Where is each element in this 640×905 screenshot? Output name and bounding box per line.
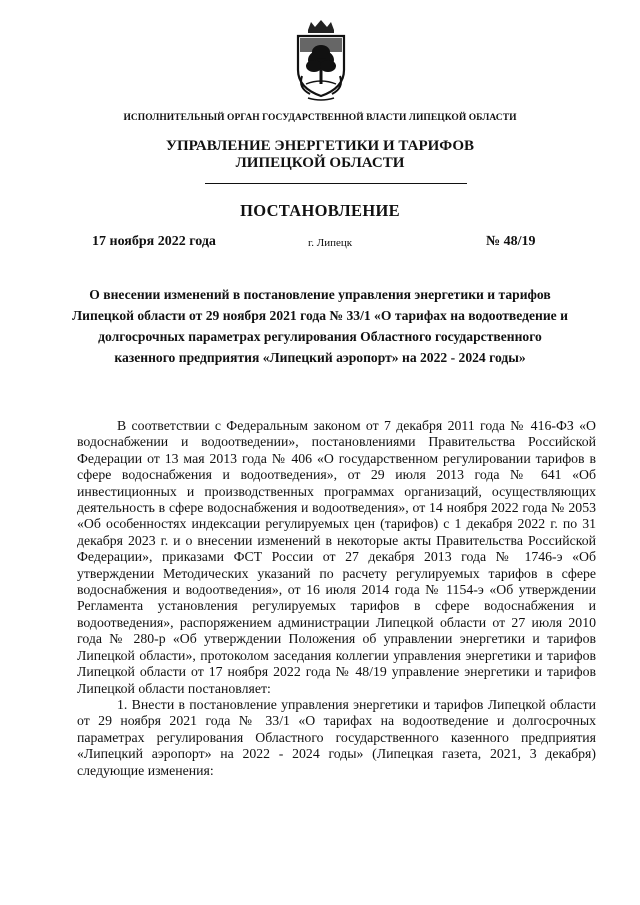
department-name — [0, 138, 640, 172]
department-name-line2: ЛИПЕЦКОЙ ОБЛАСТИ — [235, 155, 405, 171]
document-number: № 48/19 — [486, 234, 536, 249]
document-date: 17 ноября 2022 года — [92, 234, 216, 249]
crown — [308, 20, 334, 33]
issuing-authority-line: ИСПОЛНИТЕЛЬНЫЙ ОРГАН ГОСУДАРСТВЕННОЙ ВЛАСТИ ЛИПЕЦКОЙ ОБЛАСТИ — [123, 113, 517, 123]
body-paragraph-preamble: В соответствии с Федеральным законом от 7 декабря 2011 года № 416-ФЗ «О водоснабжении и водоотведении», постановлениями Правительства Российской Федерации от 13 мая 2013 года № 406 «О государственном регулировании тарифов в сфере водоснабжения и водоотведения», от 29 июля 2013 года № 641 «Об инвестиционных и производственных программах организаций, осуществляющих деятельность в сфере водоснабжения и водоотведения», от 14 ноября 2022 года № 2053 «Об особенностях индексации регулируемых цен (тарифов) с 1 декабря 2022 г. по 31 декабря 2023 г. и о внесении изменений в некоторые акты Правительства Российской Федерации», приказами ФСТ России от 27 декабря 2013 года № 1746-э «Об утверждении Методических указаний по расчету регулируемых тарифов в сфере водоснабжения и водоотведения», от 16 июля 2014 года № 1154-э «Об утверждении Регламента установления регулируемых тарифов в сфере водоснабжения и водоотведения», распоряжением администрации Липецкой области от 27 июля 2010 года № 280-р «Об утверждении Положения об управлении энергетики и тарифов Липецкой области», протоколом заседания коллегии управления энергетики и тарифов Липецкой области от 17 ноября 2022 года № 48/19 управление энергетики и тарифов Липецкой области постановляет: — [77, 418, 596, 696]
coat-of-arms-icon — [292, 18, 350, 102]
document-type: ПОСТАНОВЛЕНИЕ — [240, 201, 400, 220]
header-divider — [205, 183, 467, 184]
document-title: О внесении изменений в постановление управления энергетики и тарифов Липецкой области от 29 ноября 2021 года № 33/1 «О тарифах на водоотведение и долгосрочных параметрах регулирования Областного государственного казенного предприятия «Липецкий аэропорт» на 2022 - 2024 годы» — [72, 287, 568, 365]
document-city: г. Липецк — [308, 237, 353, 249]
body-paragraph-item-1: 1. Внести в постановление управления энергетики и тарифов Липецкой области от 29 ноября 2021 года № 33/1 «О тарифах на водоотведение и долгосрочных параметрах регулирования Областного государственного казенного предприятия «Липецкий аэропорт» на 2022 - 2024 годы» (Липецкая газета, 2021, 3 декабря) следующие изменения: — [77, 696, 596, 778]
document-body — [77, 418, 596, 779]
department-name-line1: УПРАВЛЕНИЕ ЭНЕРГЕТИКИ И ТАРИФОВ — [165, 138, 475, 154]
